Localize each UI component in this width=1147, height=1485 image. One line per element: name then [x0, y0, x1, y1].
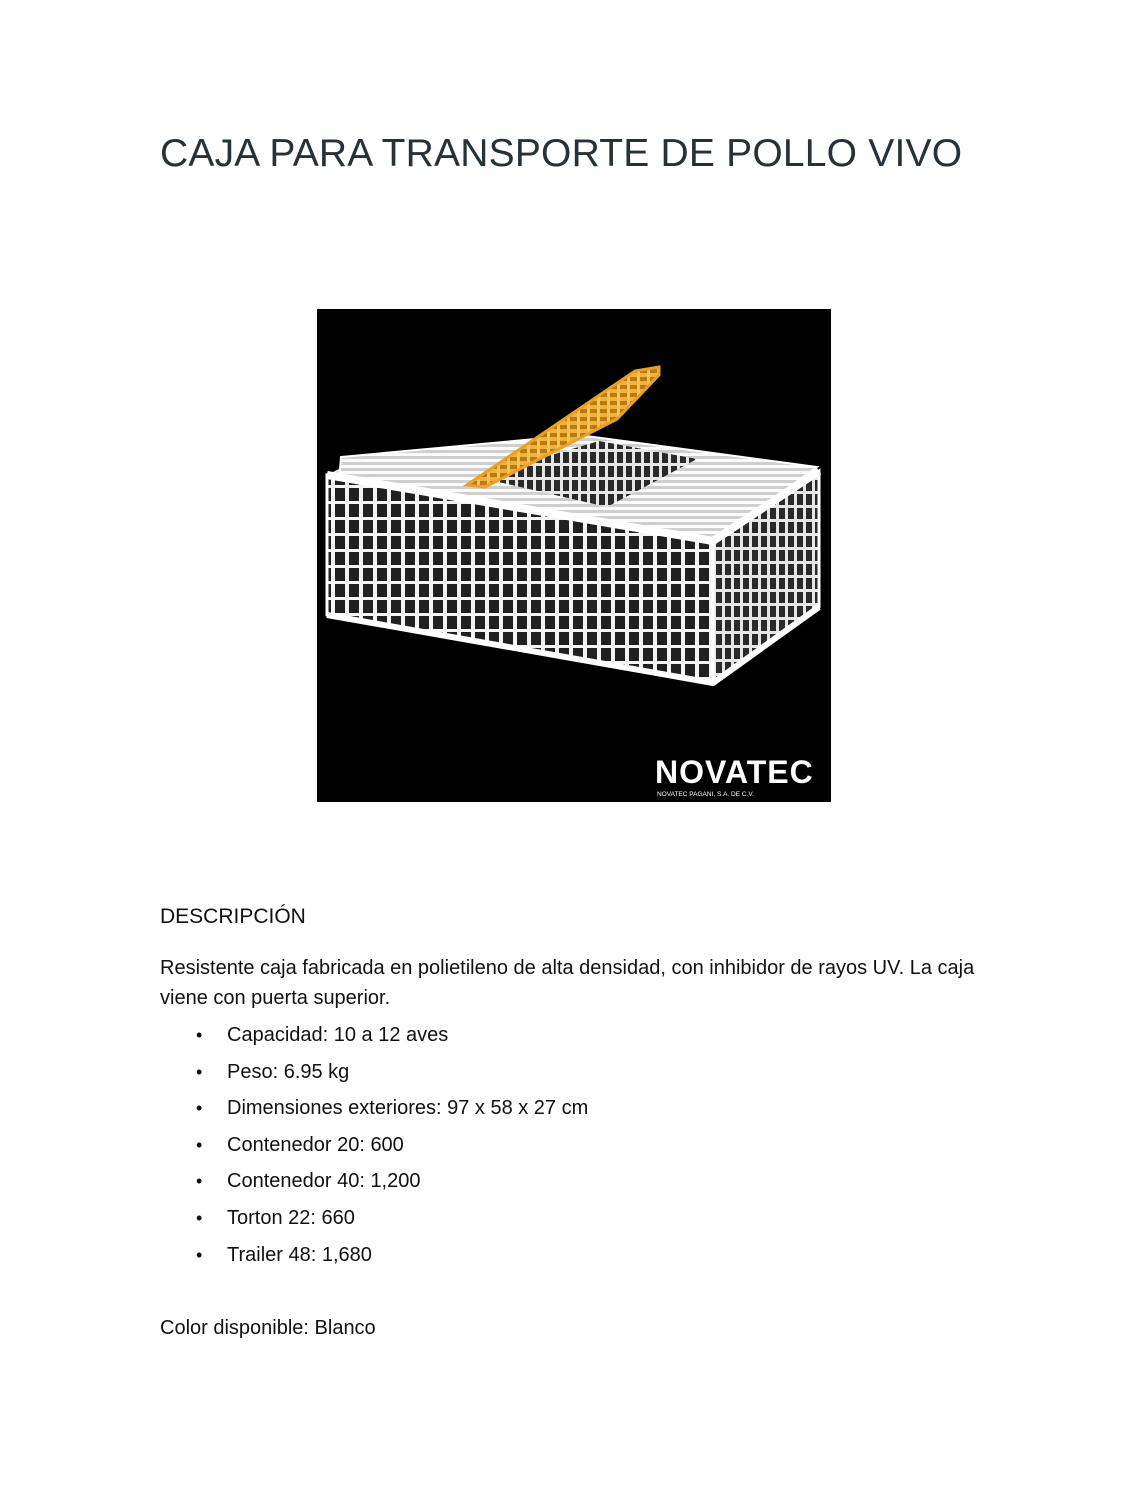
spec-item: [160, 1200, 588, 1237]
bullet-icon: •: [196, 1134, 203, 1155]
spec-item: [160, 1017, 588, 1054]
spec-container-20: Contenedor 20: 600: [227, 1133, 404, 1156]
spec-torton-22: Torton 22: 660: [227, 1206, 355, 1229]
page-title: CAJA PARA TRANSPORTE DE POLLO VIVO: [160, 132, 963, 175]
spec-item: [160, 1090, 588, 1127]
brand-subtitle: NOVATEC PAGANI, S.A. DE C.V.: [657, 791, 754, 798]
bullet-icon: •: [196, 1171, 203, 1192]
spec-dimensions: Dimensiones exteriores: 97 x 58 x 27 cm: [227, 1097, 589, 1120]
bullet-icon: •: [196, 1207, 203, 1228]
spec-item: [160, 1054, 588, 1091]
spec-item: [160, 1237, 588, 1274]
brand-logo: NOVATEC: [655, 754, 814, 790]
spec-container-40: Contenedor 40: 1,200: [227, 1170, 421, 1193]
spec-item: [160, 1163, 588, 1200]
spec-list: [160, 1017, 588, 1273]
spec-weight: Peso: 6.95 kg: [227, 1060, 350, 1083]
bullet-icon: •: [196, 1061, 203, 1082]
description-paragraph: Resistente caja fabricada en polietileno de alta densidad, con inhibidor de rayos UV. La caja viene con puerta superior.: [160, 957, 975, 1009]
spec-trailer-48: Trailer 48: 1,680: [227, 1243, 372, 1266]
bullet-icon: •: [196, 1098, 203, 1119]
bullet-icon: •: [196, 1025, 203, 1045]
crate-illustration: [317, 309, 831, 802]
spec-item: [160, 1127, 588, 1164]
spec-capacity: Capacidad: 10 a 12 aves: [227, 1024, 449, 1046]
description-heading: DESCRIPCIÓN: [160, 905, 306, 928]
product-photo: [317, 309, 831, 802]
bullet-icon: •: [196, 1244, 203, 1265]
color-availability: Color disponible: Blanco: [160, 1317, 376, 1339]
